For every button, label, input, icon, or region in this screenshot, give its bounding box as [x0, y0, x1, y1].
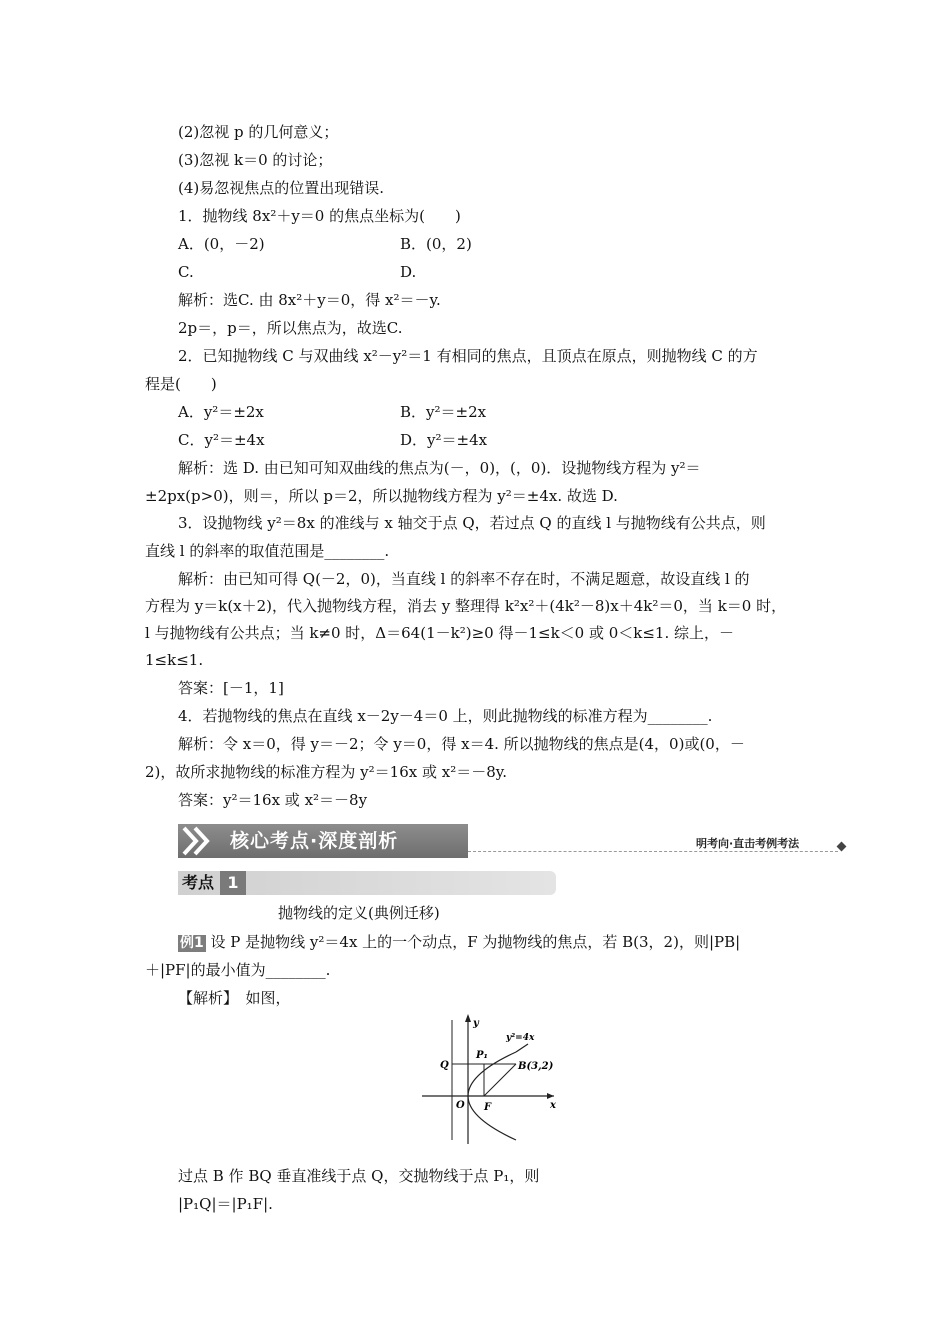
solution-text: 1≤k≤1. — [145, 651, 204, 669]
solution-text: 解析：选C. 由 8x²＋y＝0，得 x²＝－y. — [178, 291, 441, 309]
kaodian-bar — [178, 871, 556, 895]
f-label: F — [484, 1102, 492, 1113]
section-title: 抛物线的定义(典例迁移) — [278, 904, 440, 922]
question-1: 1．抛物线 8x²＋y＝0 的焦点坐标为( ) — [178, 207, 461, 225]
section-banner — [178, 824, 468, 858]
text-line: (2)忽视 p 的几何意义； — [178, 123, 339, 141]
q-label: Q — [440, 1060, 449, 1071]
option-d: D. — [400, 263, 417, 281]
solution-text: 方程为 y＝k(x＋2)，代入抛物线方程，消去 y 整理得 k²x²＋(4k²－8)x＋4k²＝0，当 k＝0 时， — [145, 597, 787, 615]
option-d: D．y²＝±4x — [400, 431, 488, 449]
answer-text: 答案：[－1，1] — [178, 679, 284, 697]
text-line: (4)易忽视焦点的位置出现错误. — [178, 179, 385, 197]
answer-text: 答案：y²＝16x 或 x²＝－8y — [178, 791, 368, 809]
y-axis-arrow — [465, 1014, 471, 1022]
solution-text: l 与抛物线有公共点；当 k≠0 时，Δ＝64(1－k²)≥0 得－1≤k＜0 或 0＜k≤1. 综上，－ — [145, 624, 735, 642]
solution-text: ±2px(p>0)，则＝，所以 p＝2，所以抛物线方程为 y²＝±4x. 故选 D. — [145, 487, 618, 505]
jiexi-label: 【解析】 如图， — [178, 989, 291, 1007]
x-label: x — [550, 1100, 556, 1111]
parabola-figure — [420, 1012, 560, 1146]
parabola-curve-ext — [516, 1044, 528, 1052]
solution-text: 过点 B 作 BQ 垂直准线于点 Q，交抛物线于点 P₁，则 — [178, 1167, 540, 1185]
question-2-cont: 程是( ) — [145, 375, 217, 393]
solution-text: 2p＝，p＝，所以焦点为，故选C. — [178, 319, 403, 337]
question-3: 3．设抛物线 y²＝8x 的准线与 x 轴交于点 Q，若过点 Q 的直线 l 与抛物线有公共点，则 — [178, 514, 766, 532]
y-label: y — [473, 1018, 479, 1029]
divider — [468, 851, 838, 852]
kaodian-label: 考点 — [182, 873, 215, 892]
x-axis-arrow — [547, 1093, 554, 1099]
option-a: A．y²＝±2x — [178, 403, 264, 421]
text-line: (3)忽视 k＝0 的讨论； — [178, 151, 333, 169]
curve-label: y²=4x — [506, 1033, 535, 1043]
question-4: 4．若抛物线的焦点在直线 x－2y－4＝0 上，则此抛物线的标准方程为________. — [178, 707, 713, 725]
solution-text: 解析：由已知可得 Q(－2，0)，当直线 l 的斜率不存在时，不满足题意，故设直线 l 的 — [178, 570, 750, 588]
option-b: B．(0，2) — [400, 235, 472, 253]
p1-label: P₁ — [476, 1050, 488, 1061]
banner-title: 核心考点·深度剖析 — [230, 830, 399, 852]
example-text: 设 P 是抛物线 y²＝4x 上的一个动点，F 为抛物线的焦点，若 B(3，2)，则|PB| — [210, 933, 741, 951]
fb-line — [484, 1064, 516, 1096]
diamond-icon — [837, 842, 847, 852]
option-b: B．y²＝±2x — [400, 403, 487, 421]
example-text: ＋|PF|的最小值为________. — [145, 961, 331, 979]
kaodian-number: 1 — [220, 871, 246, 895]
solution-text: 解析：选 D. 由已知可知双曲线的焦点为(－，0)，(，0)．设抛物线方程为 y²＝ — [178, 459, 701, 477]
banner-subtitle: 明考向·直击考例考法 — [696, 837, 800, 850]
option-c: C. — [178, 263, 194, 281]
solution-text: 解析：令 x＝0，得 y＝－2；令 y＝0，得 x＝4. 所以抛物线的焦点是(4，0)或(0，－ — [178, 735, 745, 753]
question-2: 2．已知抛物线 C 与双曲线 x²－y²＝1 有相同的焦点，且顶点在原点，则抛物线 C 的方 — [178, 347, 758, 365]
solution-text: |P₁Q|＝|P₁F|. — [178, 1195, 273, 1213]
example-line — [178, 932, 740, 952]
option-a: A．(0，－2) — [178, 235, 265, 253]
example-tag: 例1 — [180, 935, 204, 951]
solution-text: 2)，故所求抛物线的标准方程为 y²＝16x 或 x²＝－8y. — [145, 763, 508, 781]
origin-label: O — [456, 1100, 465, 1111]
question-3-cont: 直线 l 的斜率的取值范围是________. — [145, 542, 390, 560]
option-c: C．y²＝±4x — [178, 431, 265, 449]
b-label: B(3,2) — [518, 1061, 554, 1072]
chevron-right-icon — [178, 824, 212, 858]
